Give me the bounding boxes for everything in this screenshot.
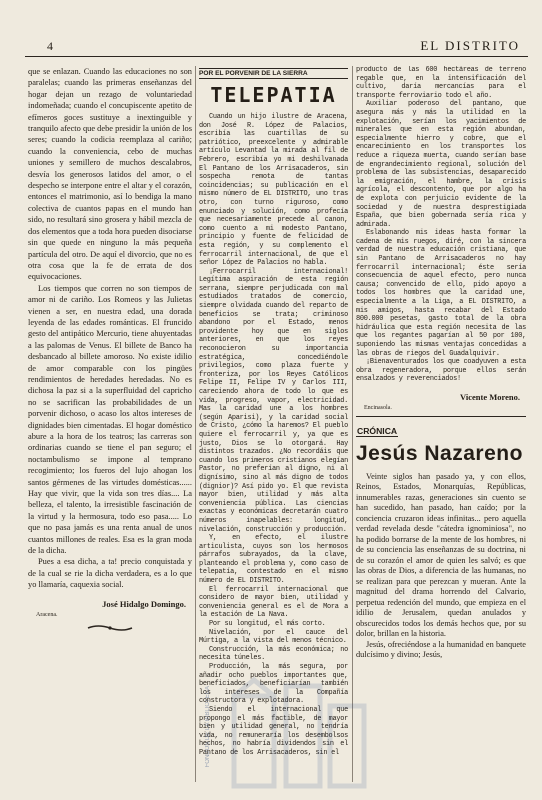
page-header bbox=[25, 36, 528, 57]
article-paragraph: Construcción, la más económica; no necesita túneles. bbox=[199, 645, 348, 663]
article-paragraph: Los tiempos que corren no son tiempos de amor ni de cariño. Los Romeos y las Julietas vienen a ser, en nuestra edad, una dorada leyenda de las edades románticas. El fruncido gesto del antipático Mercurio, tiene ahuyentadas a las palomas de Venus. El billete de Banco ha desbancado al billete amoroso. No existe idilio de amor comparable con los pingües rendimientos de heredades heredadas. No es dichosa la paz si a la superfluidad del capricho no se sacrifican las probabilidades de un porvenir dichoso, o acaso los altos intereses de dignidades bien cimentadas. El hogar doméstico abure a la hora de los teatros; las carreras son ordinarias cuando se tiene el pan seguro; el noctambulismo se impone al temprano recogimiento; los fueros del lujo ahogan los santos gérmenes de las virtudes domésticas...... Hay que vivir, que la vida son tres días.... La belleza, el talento, la irresistible fascinación de la virtud y la hermosura, todo eso pasa..... Lo que no pasa jamás es una renta anual de unos cuantos millones de reales. Esa es la gran moda de la dicha. bbox=[28, 283, 192, 556]
article-paragraph: Pues a esa dicha, a ta! precio conquistada y de la cual se rie la dicha verdadera, es a lo que yo llamaría, caquexia social. bbox=[28, 557, 192, 590]
section-label: CRÓNICA bbox=[357, 425, 398, 436]
library-watermark-icon bbox=[226, 676, 370, 796]
column-middle bbox=[199, 66, 348, 758]
article-paragraph: Eslabonando mis ideas hasta formar la cadena de mis ruegos, diré, con la sincera verdad de nuestra educación cristiana, que sin Pantano de Arrisacaderos no hay ferrocarril internacional; éste sería consecuencia de aquel efecto, pero nunca causa; convencido de ello, pido apoyo a todos los hombres que la caridad une, especialmente a la Liga, a EL DISTRITO, a mis amigos, hasta recabar del Estado 800.000 pesetas, gasto total de la obra hidráulica que esta región necesita de las que los regantes pagarían al 50 por 100, suponiendo las mismas ventajas concedidas a las obras de riegos del Guadalquivir. bbox=[356, 229, 526, 358]
author-signature: José Hidalgo Domingo. bbox=[102, 598, 186, 609]
author-place: Encinasola. bbox=[364, 404, 392, 411]
page-number: 4 bbox=[47, 39, 53, 53]
article-paragraph: Jesús, ofreciéndose a la humanidad en banquete dulcísimo y divino; Jesús, bbox=[356, 639, 526, 660]
column-right bbox=[356, 66, 526, 661]
chronicle-title: Jesús Nazareno bbox=[356, 441, 523, 465]
newspaper-title: EL DISTRITO bbox=[420, 38, 520, 53]
ornament-divider-icon bbox=[86, 624, 134, 632]
article-paragraph: ¡Bienaventurados los que coadyuven a esta obra regeneradora, porque ellos serán ensalzados y reverenciados! bbox=[356, 358, 526, 384]
column-rule bbox=[352, 66, 353, 782]
article-paragraph: Siendo el internacional que propongo el más factible, de mayor bien y utilidad general, no tendría vida, no remuneraría los desembolsos hechos, no habría dividendos sin el Pantano de los Arrisacaderos, sin el bbox=[199, 705, 348, 757]
article-paragraph: que se enlazan. Cuando las educaciones no son paralelas; cuando las primeras enseñanzas del hogar dejan un rezago de voluntariedad indomeñada; cuando el concupiscente apetito de efímeros goces sustituye a inextinguible y tranquilo afecto que debe presidir la unión de los seres; cuando la codicia reemplaza al cariño; cuando la conveniencia, cebo de muchas uniones y semillero de muchos descalabros, desvía los generosos latidos del amor, o el despecho se interpone entre el altar y el corazón, entonces el matrimonio, así lo bendiga la mano colectiva de cuantos papas en el mundo han sido, no resultará sino grosera y hábil mezcla de dos elementos que a toda hora pueden disociarse sin que quede en ninguno la más pequeña partícula del otro. De aquí el divorcio, que no es otra cosa que la fe de errata de dos equivocaciones. bbox=[28, 67, 192, 282]
column-left bbox=[28, 66, 192, 632]
article-paragraph: El ferrocarril internacional que considero de mayor bien, utilidad y conveniencia general es el de Mora a la estación de La Nava. bbox=[199, 585, 348, 620]
article-paragraph: Por su longitud, el más corto. bbox=[209, 620, 326, 629]
column-rule bbox=[195, 66, 196, 782]
article-paragraph: Auxiliar poderoso del pantano, que asegura más y más la utilidad en la explotación, serían los yacimientos de minerales que en esta región abundan, especialmente hierro y cobre, que el encarecimiento en los transportes los reduce a riqueza muerta, cuando serían base de engrandecimiento regional, solución del problema de las subsistencias, desaparecido la emigración, el hambre, la crisis agrícola, el descontento, que por algo ha de explota con perjuicio evidente de la sociedad y de nuestra desprestigiada España, que bien gobernada sería rica y admirada. bbox=[356, 100, 526, 229]
article-paragraph: Cuando un hijo ilustre de Aracena, don José R. López de Palacios, escribía las cuartillas de su patriótico, preexcelente y admirable artículo Levantad la mirada al fil de Febrero, escribía yo mi deshilvanada El Pantano de los Arrisacaderos, sin sospecha remota de tantas coincidencias; su publicación en el mismo número de EL DISTRITO, uno tras otro, con turno riguroso, como enunciado y solución, como profecía que necesariamente precede al canon, como cuento a mi modesto Pantano, principio y fuente de felicidad de esta región, y su complemento el ferrocarril internacional, de que el señor López de Palacios no habla. bbox=[199, 113, 348, 268]
article-paragraph: Y, en efecto, el ilustre articulista, cuyos son los hermosos párrafos subrayados, da la clave, planteando el problema y, como caso de telepatía, contestado en el mismo número de EL DISTRITO. bbox=[199, 534, 348, 586]
article-paragraph: Nivelación, por el cauce del Múrtiga, a la vista del menos técnico. bbox=[199, 628, 348, 646]
article-paragraph: producto de las 600 hectáreas de terreno regable que, en la intensificación del cultivo, daría mercancías para el transporte ferroviario todo el año. bbox=[356, 66, 526, 100]
article-paragraph: ¡Ferrocarril internacional! Legítima aspiración de esta región serrana, siempre perjudicada con mal estudiados tratados de comercio, siempre olvidada cuando del reparto de beneficios se trata; criminoso abandono por el Estado, menos providente hoy que en siglos anteriores, en que los reyes reconocieron su importancia estratégica, concediéndole privilegios, como plaza fuerte y fronteriza, por los Reyes Católicos Felipe II, Felipe IV y Carlos III, careciendo ahora de todo lo que es vida, progreso, vapor, electricidad. Mas la caridad une a los hombres (según Aparisi), y la caridad social de Cristo, ¿cómo la haremos? El pueblo quiere el ferrocarril y, ya que es justo, Dios se lo otorgará. Hay distintos trazados. ¿No recordáis que cuando los primeros cristianos elegían Pastor, no preferían al digno, ni al dignísimo, sino al más digno de todos (dignior)? Así pido yo. El que revista mayor bien, utilidad y más alta conveniencia pública. Las ciencias exactas y económicas decretarán cuatro números inapelables: longitud, nivelación, construcción y producción. bbox=[199, 267, 348, 534]
section-divider bbox=[356, 416, 526, 417]
article-paragraph: Producción, la más segura, por añadir ocho pueblos importantes que, beneficiados, beneficiarían también los intereses de la Compañía constructora y explotadora. bbox=[199, 663, 348, 706]
article-kicker: POR EL PORVENIR DE LA SIERRA bbox=[199, 68, 348, 79]
author-place: Aracena. bbox=[36, 611, 58, 618]
article-paragraph: Veinte siglos han pasado ya, y con ellos, Reinos, Estados, Monarquías, Repúblicas, innumerables razas, generaciones sin cuento se han sucedido, han pasado, han caído; por la conciencia cruzaron ideas infinitas... pero aquella verdad revelada desde "cátedra ignominiosa", no ha podido borrarse de la mente de los hombres, ni de su conciencia las enseñanzas de su doctrina, ni de su corazón el amor de quien les salvó; es que las obras de Dios, a diferencia de las humanas, no se realizan para que perezcan y mueran. Ante la magnitud del drama horrendo del Calvario, perpetua redención del mundo, que empieza en el idilio de Jerusalem, quedan anulados y obscurecidos todos los demás hechos que, por su dolor, brillan en la historia. bbox=[356, 471, 526, 639]
author-signature: Vicente Moreno. bbox=[460, 391, 520, 402]
watermark-text: FONDOS DE LA BIBLIOTECA bbox=[205, 686, 211, 768]
article-title: TELEPATIA bbox=[210, 83, 337, 107]
